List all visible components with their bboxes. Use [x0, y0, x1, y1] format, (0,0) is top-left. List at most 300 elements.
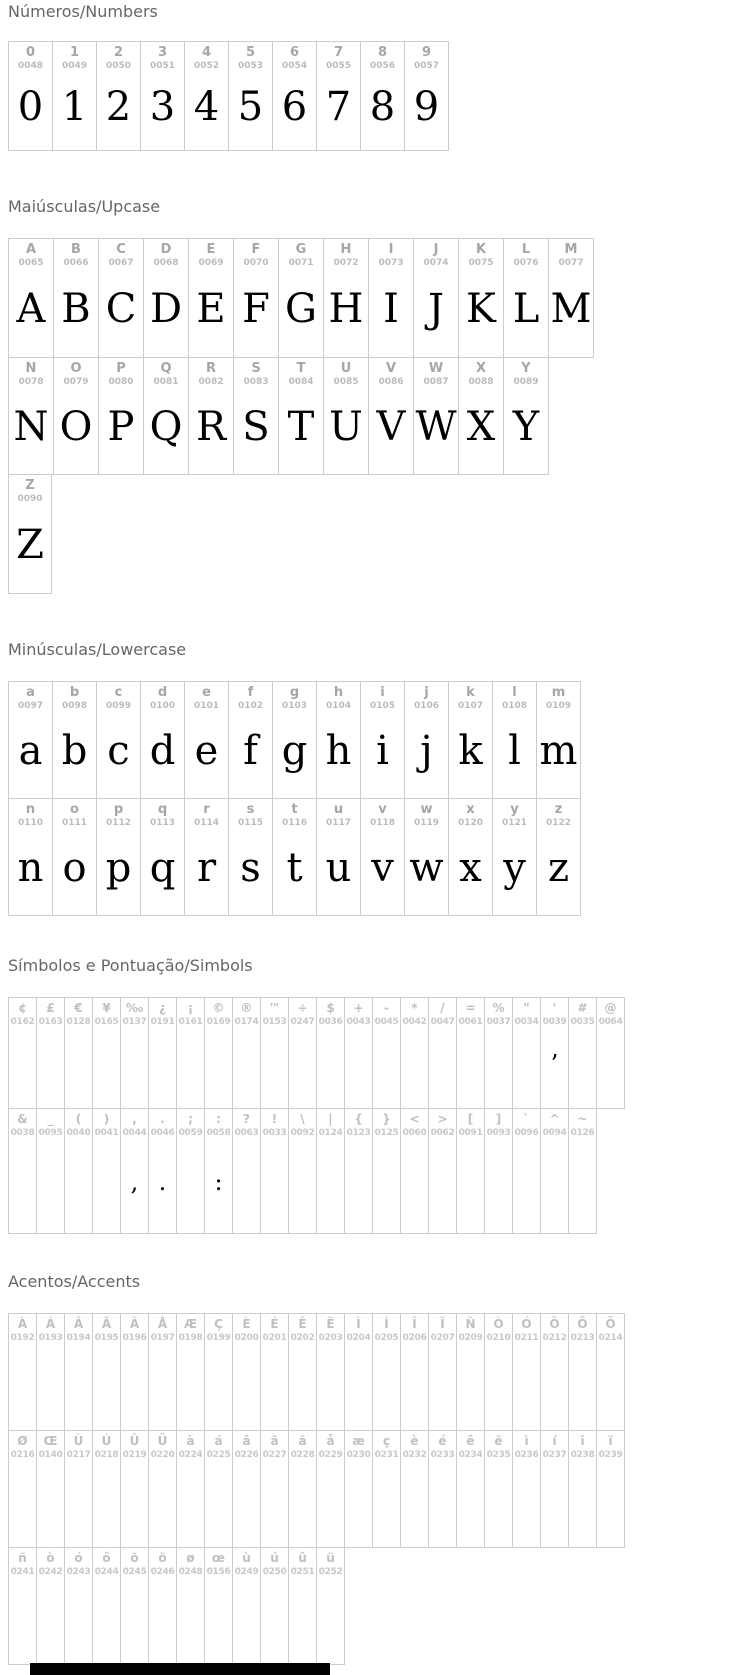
cell-char-label: õ — [130, 1551, 139, 1565]
cell-code-label: 0251 — [290, 1567, 315, 1577]
cell-code-label: 0197 — [150, 1333, 175, 1343]
cell-code-label: 0122 — [545, 818, 572, 828]
cell-glyph — [9, 1028, 36, 1108]
cell-char-label: œ — [211, 1551, 226, 1565]
glyph-cell-0250 — [260, 1547, 289, 1665]
glyph-cell-0083 — [233, 357, 279, 475]
glyph-cell-0069 — [188, 238, 234, 358]
cell-code-label: 0087 — [423, 377, 449, 387]
glyph-cell-0102 — [228, 681, 273, 799]
glyph-cell-0033 — [260, 1108, 289, 1234]
cell-char-label: À — [17, 1317, 28, 1331]
cell-glyph — [177, 1344, 204, 1430]
cell-code-label: 0228 — [290, 1450, 315, 1460]
glyph-cell-0092 — [288, 1108, 317, 1234]
cell-char-label: - — [384, 1001, 389, 1015]
cell-char-label: £ — [46, 1001, 55, 1015]
cell-glyph: G — [285, 286, 317, 332]
glyph-cell-0036 — [316, 997, 345, 1109]
glyph-cell-0105 — [360, 681, 405, 799]
cell-char-label: ç — [382, 1434, 391, 1448]
cell-code-label: 0079 — [63, 377, 89, 387]
glyph-cell-0094 — [540, 1108, 569, 1234]
section-symbols — [8, 956, 730, 1234]
glyph-cell-0121 — [492, 798, 537, 916]
cell-code-label: 0219 — [122, 1450, 147, 1460]
cell-glyph — [401, 1028, 428, 1108]
glyph-cell-0050 — [96, 41, 141, 151]
cell-glyph — [93, 1461, 120, 1547]
glyph-cell-0227 — [260, 1430, 289, 1548]
cell-glyph — [261, 1344, 288, 1430]
cell-char-label: ` — [523, 1112, 530, 1126]
cell-char-label: O — [70, 361, 82, 376]
cell-char-label: t — [291, 802, 298, 817]
cell-code-label: 0037 — [486, 1017, 511, 1027]
glyph-cell-0225 — [204, 1430, 233, 1548]
cell-code-label: 0243 — [66, 1567, 91, 1577]
cell-char-label: U — [340, 361, 352, 376]
glyph-cell-0236 — [512, 1430, 541, 1548]
symbols-row — [8, 1108, 624, 1234]
glyph-cell-0112 — [96, 798, 141, 916]
cell-char-label: b — [69, 685, 80, 700]
cell-code-label: 0110 — [17, 818, 44, 828]
cell-char-label: > — [437, 1112, 448, 1126]
cell-glyph: A — [16, 286, 46, 332]
cell-code-label: 0112 — [105, 818, 132, 828]
cell-code-label: 0121 — [501, 818, 528, 828]
cell-code-label: 0232 — [402, 1450, 427, 1460]
glyph-cell-0082 — [188, 357, 234, 475]
cell-code-label: 0092 — [290, 1128, 315, 1138]
cell-glyph: e — [194, 728, 219, 774]
cell-code-label: 0058 — [206, 1128, 231, 1138]
glyph-cell-0097 — [8, 681, 53, 799]
glyph-cell-0206 — [400, 1313, 429, 1431]
glyph-cell-0080 — [98, 357, 144, 475]
cell-code-label: 0066 — [63, 258, 89, 268]
cell-char-label: ! — [271, 1112, 278, 1126]
cell-code-label: 0096 — [514, 1128, 539, 1138]
cell-code-label: 0103 — [281, 701, 308, 711]
cell-char-label: Y — [521, 361, 531, 376]
cell-char-label: ' — [552, 1001, 557, 1015]
cell-glyph — [457, 1139, 484, 1233]
cell-char-label: I — [388, 242, 394, 257]
cell-code-label: 0245 — [122, 1567, 147, 1577]
cell-code-label: 0033 — [262, 1128, 287, 1138]
cell-glyph: 2 — [105, 84, 132, 130]
cell-glyph — [121, 1028, 148, 1108]
cell-glyph: z — [547, 845, 570, 891]
glyph-cell-0063 — [232, 1108, 261, 1234]
glyph-cell-0107 — [448, 681, 493, 799]
glyph-cell-0035 — [568, 997, 597, 1109]
cell-char-label: 8 — [377, 45, 388, 60]
glyph-cell-0213 — [568, 1313, 597, 1431]
cell-glyph: K — [466, 286, 496, 332]
cell-glyph — [373, 1028, 400, 1108]
cell-char-label: é — [438, 1434, 447, 1448]
glyph-cell-0237 — [540, 1430, 569, 1548]
cell-char-label: B — [71, 242, 81, 257]
glyph-cell-0101 — [184, 681, 229, 799]
cell-char-label: j — [424, 685, 429, 700]
glyph-cell-0122 — [536, 798, 581, 916]
cell-char-label: [ — [467, 1112, 474, 1126]
cell-code-label: 0034 — [514, 1017, 539, 1027]
cell-code-label: 0196 — [122, 1333, 147, 1343]
lowercase-grid — [8, 681, 580, 916]
cell-code-label: 0104 — [325, 701, 352, 711]
cell-char-label: A — [25, 242, 37, 257]
cell-glyph: g — [281, 728, 308, 774]
glyph-cell-0045 — [372, 997, 401, 1109]
cell-code-label: 0064 — [598, 1017, 623, 1027]
cell-char-label: ; — [188, 1112, 193, 1126]
cell-code-label: 0069 — [198, 258, 224, 268]
cell-char-label: ä — [298, 1434, 307, 1448]
cell-char-label: û — [298, 1551, 307, 1565]
glyph-cell-0242 — [36, 1547, 65, 1665]
cell-glyph — [429, 1344, 456, 1430]
cell-code-label: 0246 — [150, 1567, 175, 1577]
glyph-cell-0241 — [8, 1547, 37, 1665]
cell-char-label: Å — [157, 1317, 168, 1331]
cell-char-label: Ã — [101, 1317, 112, 1331]
glyph-cell-0243 — [64, 1547, 93, 1665]
glyph-cell-0039 — [540, 997, 569, 1109]
cell-code-label: 0213 — [570, 1333, 595, 1343]
cell-glyph: W — [415, 404, 457, 450]
glyph-cell-0220 — [148, 1430, 177, 1548]
cell-code-label: 0072 — [333, 258, 359, 268]
glyph-cell-0055 — [316, 41, 361, 151]
cell-char-label: a — [26, 685, 35, 700]
cell-char-label: Ü — [157, 1434, 168, 1448]
cell-glyph: L — [512, 286, 540, 332]
cell-char-label: ú — [270, 1551, 279, 1565]
cell-glyph: . — [158, 1168, 167, 1196]
glyph-cell-0099 — [96, 681, 141, 799]
cell-char-label: K — [475, 242, 487, 257]
cell-code-label: 0095 — [38, 1128, 63, 1138]
glyph-cell-0104 — [316, 681, 361, 799]
cell-glyph: H — [328, 286, 364, 332]
cell-char-label: M — [564, 242, 578, 257]
cell-glyph — [93, 1028, 120, 1108]
cell-code-label: 0137 — [122, 1017, 147, 1027]
cell-glyph: 7 — [325, 84, 352, 130]
cell-char-label: ( — [75, 1112, 82, 1126]
cell-glyph: T — [287, 404, 315, 450]
cell-code-label: 0234 — [458, 1450, 483, 1460]
glyph-cell-0174 — [232, 997, 261, 1109]
cell-glyph: p — [105, 845, 132, 891]
cell-code-label: 0233 — [430, 1450, 455, 1460]
cell-code-label: 0043 — [346, 1017, 371, 1027]
cell-glyph — [205, 1028, 232, 1108]
glyph-cell-0115 — [228, 798, 273, 916]
cell-code-label: 0235 — [486, 1450, 511, 1460]
cell-glyph — [121, 1344, 148, 1430]
cell-glyph — [93, 1139, 120, 1233]
cell-glyph — [513, 1028, 540, 1108]
cell-code-label: 0123 — [346, 1128, 371, 1138]
cell-char-label: Ä — [129, 1317, 140, 1331]
glyph-cell-0224 — [176, 1430, 205, 1548]
glyph-cell-0244 — [92, 1547, 121, 1665]
cell-char-label: Œ — [43, 1434, 58, 1448]
cell-code-label: 0217 — [66, 1450, 91, 1460]
glyph-cell-0191 — [148, 997, 177, 1109]
cell-code-label: 0193 — [38, 1333, 63, 1343]
cell-char-label: Ú — [101, 1434, 112, 1448]
cell-code-label: 0210 — [486, 1333, 511, 1343]
glyph-cell-0192 — [8, 1313, 37, 1431]
cell-glyph — [513, 1139, 540, 1233]
cell-glyph — [597, 1028, 624, 1108]
cell-code-label: 0117 — [325, 818, 352, 828]
cell-glyph — [233, 1461, 260, 1547]
cell-glyph — [233, 1139, 260, 1233]
cell-glyph: 3 — [149, 84, 176, 130]
cell-code-label: 0036 — [318, 1017, 343, 1027]
cell-code-label: 0249 — [234, 1567, 259, 1577]
cell-char-label: 9 — [421, 45, 432, 60]
glyph-cell-0103 — [272, 681, 317, 799]
cell-char-label: ù — [242, 1551, 251, 1565]
cell-char-label: f — [247, 685, 254, 700]
cell-code-label: 0156 — [206, 1567, 231, 1577]
cell-char-label: ü — [326, 1551, 335, 1565]
cell-char-label: C — [116, 242, 126, 257]
glyph-cell-0252 — [316, 1547, 345, 1665]
glyph-cell-0098 — [52, 681, 97, 799]
cell-glyph — [149, 1578, 176, 1664]
upcase-row — [8, 238, 593, 358]
cell-char-label: x — [466, 802, 475, 817]
cell-glyph: o — [62, 845, 87, 891]
cell-char-label: g — [289, 685, 300, 700]
cell-glyph: 8 — [369, 84, 396, 130]
cell-char-label: ¥ — [102, 1001, 111, 1015]
cell-glyph — [37, 1461, 64, 1547]
section-title-numbers: Números/Numbers — [8, 2, 158, 21]
glyph-cell-0074 — [413, 238, 459, 358]
cell-glyph: y — [503, 845, 526, 891]
cell-glyph: , — [130, 1168, 139, 1196]
cell-code-label: 0114 — [193, 818, 220, 828]
cell-char-label: Õ — [577, 1317, 588, 1331]
cell-glyph: O — [59, 404, 93, 450]
cell-code-label: 0191 — [150, 1017, 175, 1027]
cell-char-label: @ — [604, 1001, 617, 1015]
cell-code-label: 0086 — [378, 377, 404, 387]
cell-glyph — [373, 1344, 400, 1430]
cell-glyph — [205, 1461, 232, 1547]
cell-glyph — [317, 1578, 344, 1664]
cell-glyph — [37, 1344, 64, 1430]
cell-code-label: 0211 — [514, 1333, 539, 1343]
glyph-cell-0239 — [596, 1430, 625, 1548]
glyph-cell-0043 — [344, 997, 373, 1109]
cell-code-label: 0057 — [413, 61, 440, 71]
section-title-lowercase: Minúsculas/Lowercase — [8, 640, 187, 659]
cell-glyph — [65, 1461, 92, 1547]
cell-glyph — [121, 1461, 148, 1547]
glyph-cell-0095 — [36, 1108, 65, 1234]
glyph-cell-0034 — [512, 997, 541, 1109]
cell-code-label: 0038 — [10, 1128, 35, 1138]
cell-glyph — [457, 1344, 484, 1430]
glyph-cell-0052 — [184, 41, 229, 151]
cell-code-label: 0101 — [193, 701, 220, 711]
cell-code-label: 0218 — [94, 1450, 119, 1460]
cell-glyph: V — [376, 404, 406, 450]
cell-code-label: 0085 — [333, 377, 359, 387]
cell-glyph — [149, 1028, 176, 1108]
cell-code-label: 0115 — [237, 818, 264, 828]
cell-glyph — [177, 1461, 204, 1547]
cell-code-label: 0097 — [17, 701, 44, 711]
cell-char-label: V — [385, 361, 397, 376]
cell-glyph — [37, 1139, 64, 1233]
glyph-cell-0124 — [316, 1108, 345, 1234]
cell-code-label: 0252 — [318, 1567, 343, 1577]
cell-glyph: F — [242, 286, 270, 332]
cell-glyph — [485, 1139, 512, 1233]
glyph-cell-0126 — [568, 1108, 597, 1234]
cell-char-label: $ — [326, 1001, 335, 1015]
cell-code-label: 0082 — [198, 377, 224, 387]
cell-char-label: w — [420, 802, 433, 817]
cell-code-label: 0081 — [153, 377, 179, 387]
cell-glyph: u — [325, 845, 352, 891]
glyph-cell-0246 — [148, 1547, 177, 1665]
glyph-cell-0109 — [536, 681, 581, 799]
glyph-cell-0228 — [288, 1430, 317, 1548]
cell-glyph — [65, 1578, 92, 1664]
cell-char-label: k — [466, 685, 475, 700]
cell-glyph: j — [420, 728, 433, 774]
cell-char-label: o — [70, 802, 79, 817]
cell-code-label: 0194 — [66, 1333, 91, 1343]
cell-char-label: Ù — [73, 1434, 84, 1448]
cell-code-label: 0078 — [18, 377, 44, 387]
cell-code-label: 0049 — [61, 61, 88, 71]
cell-glyph — [93, 1578, 120, 1664]
cell-glyph: 6 — [281, 84, 308, 130]
cell-char-label: 6 — [289, 45, 300, 60]
cell-code-label: 0111 — [61, 818, 88, 828]
cell-char-label: È — [242, 1317, 251, 1331]
cell-code-label: 0106 — [413, 701, 440, 711]
glyph-cell-0053 — [228, 41, 273, 151]
cell-code-label: 0098 — [61, 701, 88, 711]
cell-glyph — [513, 1461, 540, 1547]
glyph-cell-0071 — [278, 238, 324, 358]
cell-glyph: b — [61, 728, 88, 774]
cell-char-label: T — [296, 361, 306, 376]
cell-code-label: 0163 — [38, 1017, 63, 1027]
cell-code-label: 0042 — [402, 1017, 427, 1027]
cell-glyph — [345, 1028, 372, 1108]
glyph-cell-0163 — [36, 997, 65, 1109]
cell-glyph — [9, 1578, 36, 1664]
glyph-cell-0049 — [52, 41, 97, 151]
glyph-cell-0042 — [400, 997, 429, 1109]
cell-code-label: 0248 — [178, 1567, 203, 1577]
cell-glyph: c — [107, 728, 130, 774]
cell-code-label: 0124 — [318, 1128, 343, 1138]
cell-code-label: 0075 — [468, 258, 494, 268]
cell-code-label: 0065 — [18, 258, 44, 268]
cell-code-label: 0201 — [262, 1333, 287, 1343]
glyph-cell-0040 — [64, 1108, 93, 1234]
cell-code-label: 0174 — [234, 1017, 259, 1027]
cell-code-label: 0126 — [570, 1128, 595, 1138]
cell-code-label: 0113 — [149, 818, 176, 828]
cell-char-label: 1 — [69, 45, 80, 60]
cell-glyph — [317, 1461, 344, 1547]
cell-char-label: W — [428, 361, 444, 376]
cell-glyph — [9, 1139, 36, 1233]
section-upcase — [8, 197, 730, 594]
cell-char-label: Û — [129, 1434, 140, 1448]
cell-char-label: D — [160, 242, 172, 257]
cell-code-label: 0054 — [281, 61, 308, 71]
cell-code-label: 0107 — [457, 701, 484, 711]
cell-glyph: R — [195, 404, 227, 450]
glyph-cell-0226 — [232, 1430, 261, 1548]
glyph-cell-0214 — [596, 1313, 625, 1431]
cell-char-label: 3 — [157, 45, 168, 60]
cell-char-label: P — [116, 361, 126, 376]
cell-glyph — [9, 1461, 36, 1547]
cell-glyph — [541, 1344, 568, 1430]
cell-char-label: æ — [352, 1434, 365, 1448]
cell-glyph — [37, 1028, 64, 1108]
cell-glyph: k — [458, 728, 483, 774]
glyph-cell-0065 — [8, 238, 54, 358]
cell-glyph: ’ — [550, 1050, 559, 1078]
cell-code-label: 0238 — [570, 1450, 595, 1460]
cell-code-label: 0205 — [374, 1333, 399, 1343]
lowercase-row — [8, 681, 580, 799]
cell-code-label: 0128 — [66, 1017, 91, 1027]
glyph-cell-0091 — [456, 1108, 485, 1234]
cell-char-label: © — [212, 1001, 225, 1015]
cell-char-label: ¢ — [18, 1001, 27, 1015]
glyph-cell-0125 — [372, 1108, 401, 1234]
cell-code-label: 0153 — [262, 1017, 287, 1027]
cell-code-label: 0195 — [94, 1333, 119, 1343]
cell-glyph — [401, 1344, 428, 1430]
cell-char-label: J — [433, 242, 439, 257]
cell-char-label: Q — [160, 361, 172, 376]
cell-code-label: 0052 — [193, 61, 220, 71]
glyph-cell-0077 — [548, 238, 594, 358]
cell-glyph — [121, 1578, 148, 1664]
glyph-cell-0120 — [448, 798, 493, 916]
cell-char-label: Ñ — [465, 1317, 476, 1331]
cell-code-label: 0088 — [468, 377, 494, 387]
cell-glyph — [65, 1139, 92, 1233]
cell-code-label: 0212 — [542, 1333, 567, 1343]
cell-char-label: ÷ — [297, 1001, 308, 1015]
